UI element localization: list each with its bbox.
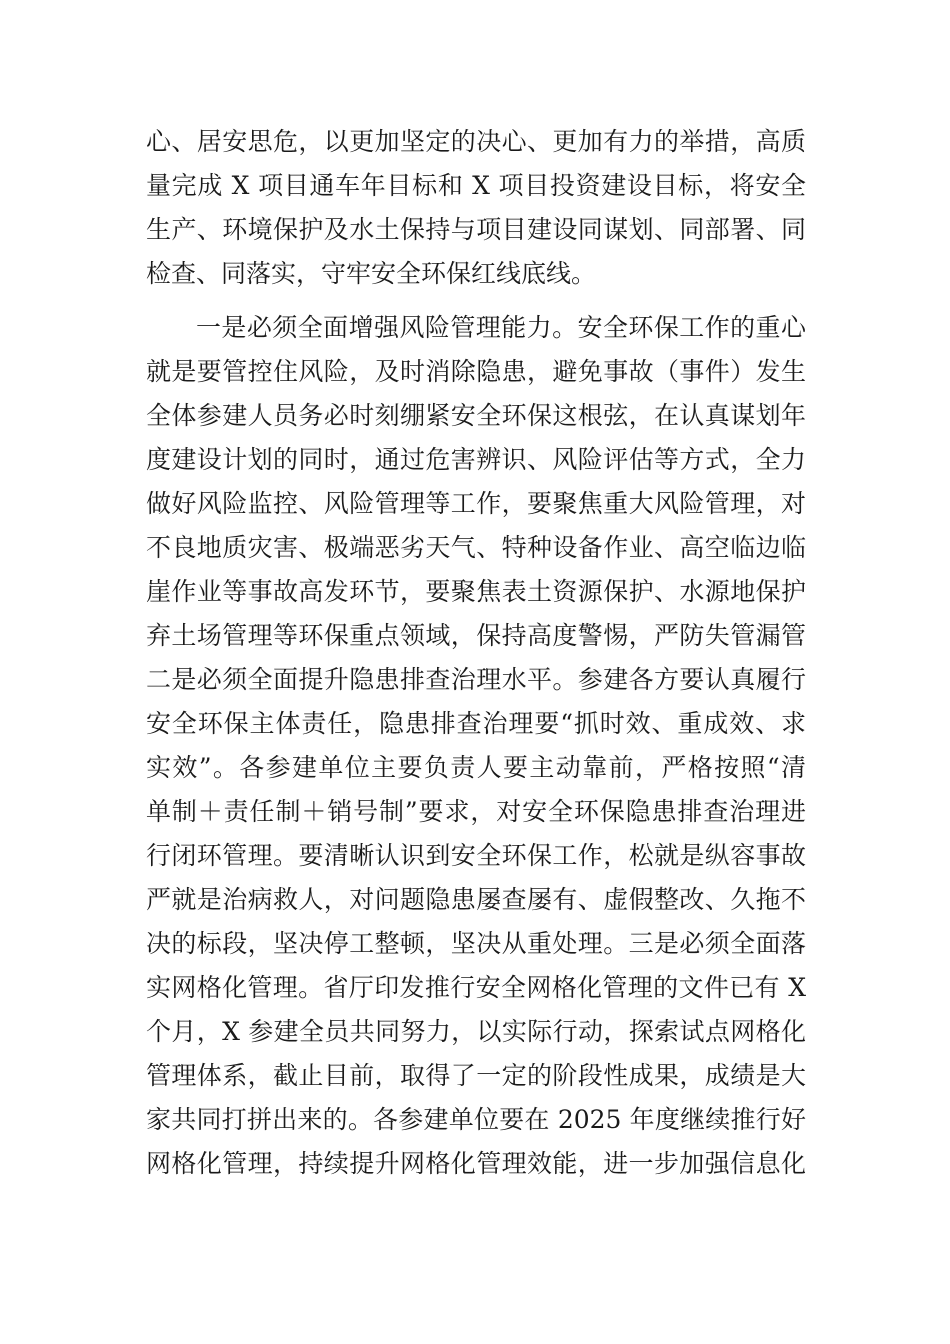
text-line: 检查、同落实，守牢安全环保红线底线。 [146,259,597,288]
text-line: 安全环保主体责任，隐患排查治理要“抓时效、重成效、求 [146,709,806,738]
text-line: 做好风险监控、风险管理等工作，要聚焦重大风险管理，对 [146,489,806,518]
text-line: 全体参建人员务必时刻绷紧安全环保这根弦，在认真谋划年 [146,401,806,430]
text-line: 个月，X 参建全员共同努力，以实际行动，探索试点网格化 [146,1017,806,1046]
text-line: 决的标段，坚决停工整顿，坚决从重处理。三是必须全面落 [146,929,806,958]
text-line: 家共同打拼出来的。各参建单位要在 2025 年度继续推行好 [146,1105,806,1134]
text-line: 单制＋责任制＋销号制”要求，对安全环保隐患排查治理进 [146,797,806,826]
text-line: 严就是治病救人，对问题隐患屡查屡有、虚假整改、久拖不 [146,885,806,914]
text-line: 行闭环管理。要清晰认识到安全环保工作，松就是纵容事故 [146,841,806,870]
text-line: 量完成 X 项目通车年目标和 X 项目投资建设目标，将安全 [146,171,806,200]
text-line: 生产、环境保护及水土保持与项目建设同谋划、同部署、同 [146,215,806,244]
text-line: 二是必须全面提升隐患排查治理水平。参建各方要认真履行 [146,665,806,694]
text-line: 就是要管控住风险，及时消除隐患，避免事故（事件）发生 [146,357,806,386]
paragraph-start-line: 一是必须全面增强风险管理能力。安全环保工作的重心 [196,313,806,342]
text-line: 实效”。各参建单位主要负责人要主动靠前，严格按照“清 [146,753,806,782]
text-line: 弃土场管理等环保重点领域，保持高度警惕，严防失管漏管 [146,621,806,650]
text-line: 实网格化管理。省厅印发推行安全网格化管理的文件已有 X [146,973,806,1002]
text-line: 度建设计划的同时，通过危害辨识、风险评估等方式，全力 [146,445,806,474]
text-line: 不良地质灾害、极端恶劣天气、特种设备作业、高空临边临 [146,533,806,562]
text-line: 崖作业等事故高发环节，要聚焦表土资源保护、水源地保护 [146,577,806,606]
text-line: 网格化管理，持续提升网格化管理效能，进一步加强信息化 [146,1149,806,1178]
text-line: 心、居安思危，以更加坚定的决心、更加有力的举措，高质 [146,127,806,156]
text-line: 管理体系，截止目前，取得了一定的阶段性成果，成绩是大 [146,1061,806,1090]
